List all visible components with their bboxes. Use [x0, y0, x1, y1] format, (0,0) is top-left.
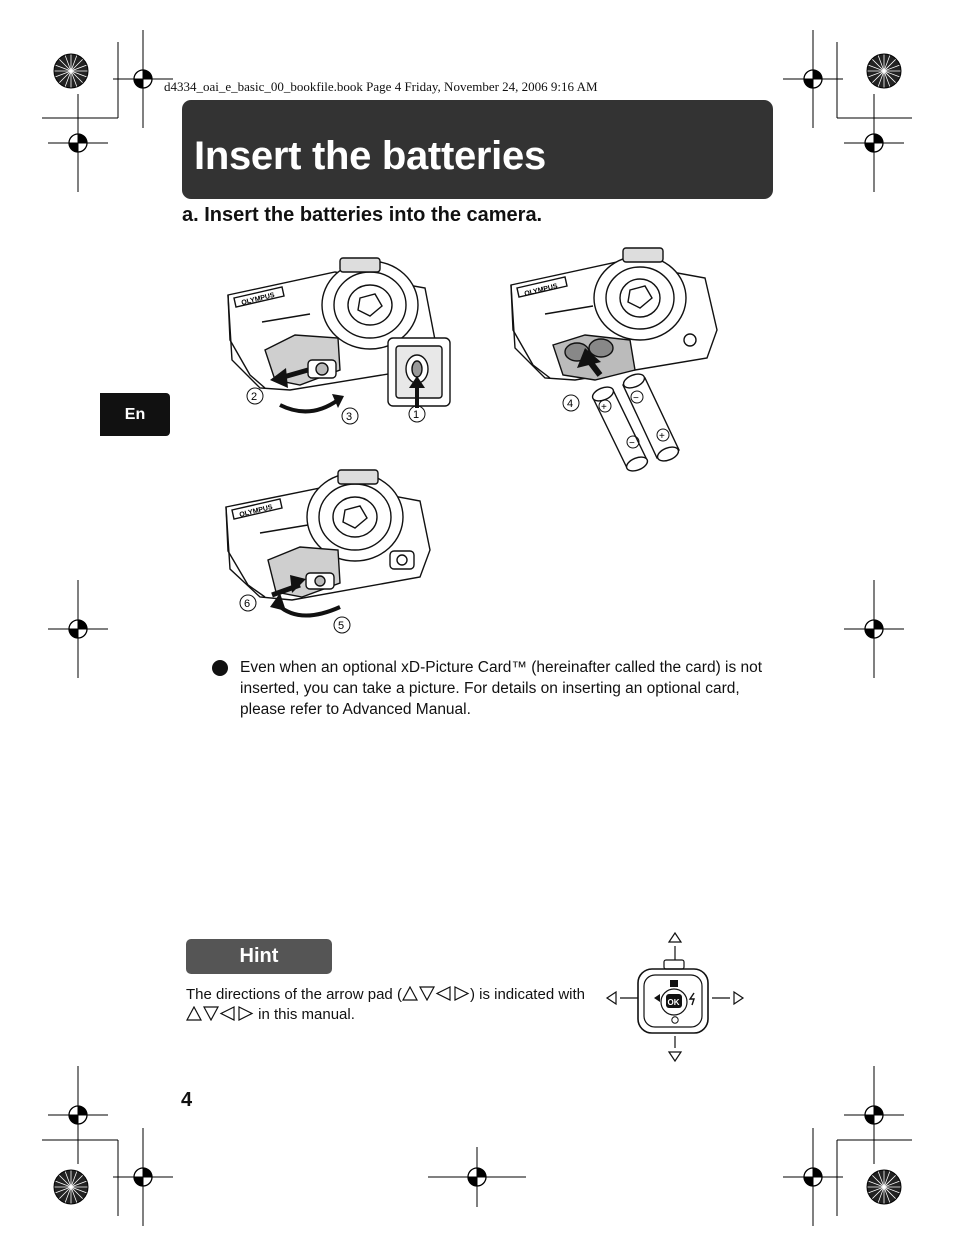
hint-text-part3: in this manual. [254, 1006, 355, 1023]
brand-text-1: OLYMPUS [240, 291, 276, 307]
file-info-line: d4334_oai_e_basic_00_bookfile.book Page 4 Friday, November 24, 2006 9:16 AM [164, 79, 598, 94]
camera-illustration-open-cover [220, 250, 460, 430]
battery-plus-1: + [601, 402, 607, 413]
registration-star-bottom-left [54, 1170, 88, 1204]
left-arrow-icon [607, 992, 616, 1004]
camera-illustration-close-cover [220, 465, 435, 640]
hint-text-part2: ) is indicated with [469, 986, 586, 1003]
hint-label-text: Hint [239, 945, 279, 967]
hint-text [186, 985, 596, 1025]
bullet-icon [212, 660, 228, 676]
registration-star-bottom-right [867, 1170, 901, 1204]
brand-text-3: OLYMPUS [238, 503, 274, 519]
hint-text-part1: The directions of the arrow pad ( [186, 986, 402, 1003]
note-text: Even when an optional xD-Picture Card™ (hereinafter called the card) is not inserted, you can take a picture. For details on inserting an optional card, please refer to Advanced Manual. [240, 659, 763, 718]
language-tab-label: En [124, 405, 146, 423]
callout-5: 5 [338, 620, 345, 632]
callout-3: 3 [346, 411, 353, 423]
camera-illustration-insert-batteries [505, 240, 725, 475]
arrow-pad-diagram [600, 930, 755, 1065]
step-heading: a. Insert the batteries into the camera. [182, 204, 543, 226]
battery-plus-2: + [659, 431, 665, 442]
registration-star-top-left [54, 54, 88, 88]
down-arrow-icon [669, 1052, 681, 1061]
callout-6: 6 [244, 598, 251, 610]
brand-text-2: OLYMPUS [523, 282, 559, 298]
callout-1: 1 [413, 409, 420, 421]
callout-4: 4 [567, 398, 574, 410]
arrow-directions-icon [186, 1006, 254, 1021]
battery-minus-1: − [629, 438, 635, 449]
callout-2: 2 [251, 391, 258, 403]
page-title: Insert the batteries [194, 134, 546, 178]
up-arrow-icon [669, 933, 681, 942]
language-tab [100, 393, 170, 436]
battery-minus-2: − [633, 393, 639, 404]
page-number: 4 [181, 1089, 193, 1111]
ok-button-label: OK [667, 998, 680, 1007]
hint-label [186, 939, 332, 974]
arrow-directions-icon [402, 986, 470, 1001]
registration-star-top-right [867, 54, 901, 88]
right-arrow-icon [734, 992, 743, 1004]
